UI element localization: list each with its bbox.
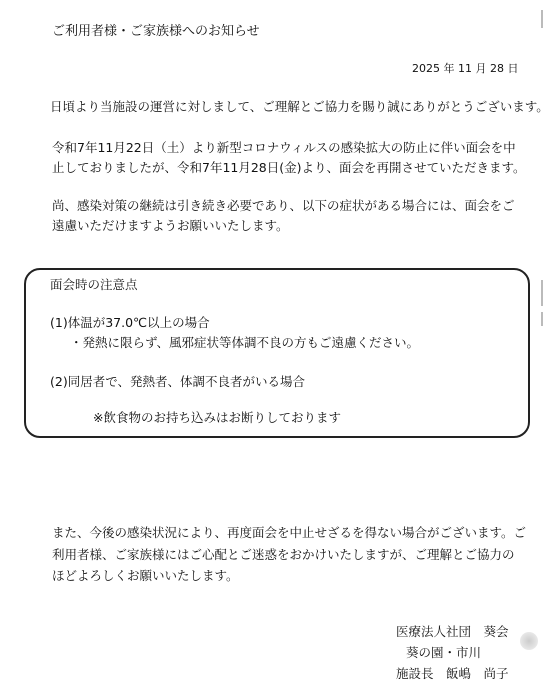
notes-food-note: ※飲食物のお持ち込みはお断りしております [93, 410, 341, 425]
seal-stamp-icon [520, 632, 538, 650]
symptoms-paragraph-line2: 遠慮いただけますようお願いいたします。 [52, 218, 289, 233]
notice-title: ご利用者様・ご家族様へのお知らせ [52, 24, 260, 39]
scan-edge-mark [541, 280, 543, 306]
signature-facility: 葵の園・市川 [406, 645, 482, 660]
reopen-paragraph-line1: 令和7年11月22日（土）より新型コロナウィルスの感染拡大の防止に伴い面会を中 [52, 140, 516, 155]
notes-item-household: (2)同居者で、発熱者、体調不良者がいる場合 [50, 374, 305, 389]
reopen-paragraph-line2: 止しておりましたが、令和7年11月28日(金)より、面会を再開させていただきます。 [52, 160, 526, 175]
closing-line3: ほどよろしくお願いいたします。 [52, 568, 239, 583]
greeting-text: 日頃より当施設の運営に対しまして、ご理解とご協力を賜り誠にありがとうございます。 [50, 99, 549, 114]
notes-item-temperature: (1)体温が37.0℃以上の場合 [50, 315, 210, 330]
closing-line2: 利用者様、ご家族様にはご心配とご迷惑をおかけいたしますが、ご理解とご協力の [52, 547, 515, 562]
symptoms-paragraph-line1: 尚、感染対策の継続は引き続き必要であり、以下の症状がある場合には、面会をご [52, 198, 515, 213]
closing-line1: また、今後の感染状況により、再度面会を中止せざるを得ない場合がございます。ご [52, 525, 527, 540]
scan-edge-mark [541, 10, 543, 28]
signature-director: 施設長 飯嶋 尚子 [396, 666, 509, 681]
signature-organization: 医療法人社団 葵会 [396, 624, 509, 639]
notice-date: 2025 年 11 月 28 日 [412, 62, 519, 75]
notes-heading: 面会時の注意点 [50, 277, 138, 292]
notes-item-temperature-detail: ・発熱に限らず、風邪症状等体調不良の方もご遠慮ください。 [70, 335, 420, 350]
scan-edge-mark [541, 312, 543, 326]
